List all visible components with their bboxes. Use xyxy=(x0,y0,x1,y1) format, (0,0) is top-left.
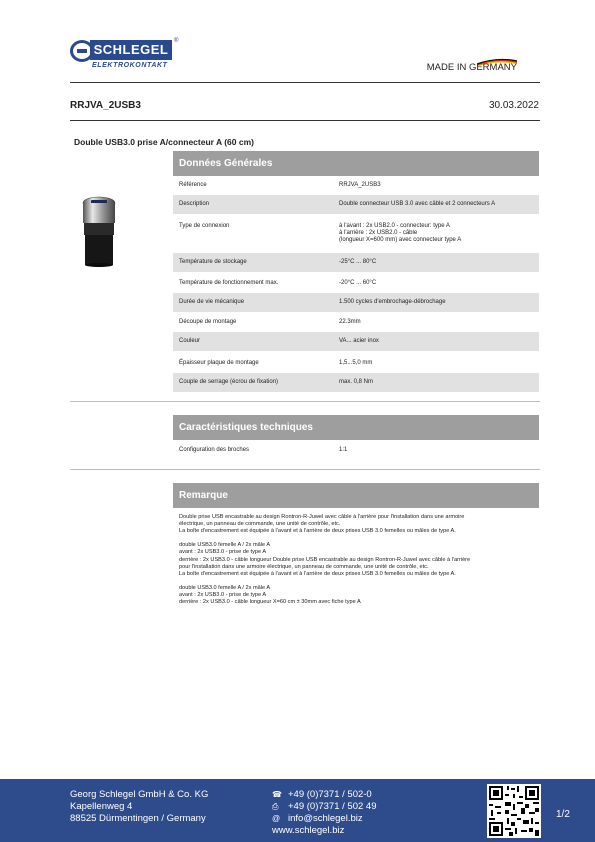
product-code: RRJVA_2USB3 xyxy=(70,100,141,111)
page-footer xyxy=(0,779,595,842)
row-value: 1.500 cycles d'embrochage-débrochage xyxy=(339,299,446,305)
fax-number: +49 (0)7371 / 502 49 xyxy=(288,801,377,812)
general-row-connection xyxy=(173,217,539,253)
general-row-plate-thickness xyxy=(173,354,539,373)
brand-tagline: ELEKTROKONTAKT xyxy=(92,62,168,69)
product-title: Double USB3.0 prise A/connecteur A (60 cm) xyxy=(74,137,254,147)
row-label: Couleur xyxy=(179,338,201,344)
general-row-reference xyxy=(173,176,539,195)
email-link[interactable]: info@schlegel.biz xyxy=(288,813,363,824)
section-separator xyxy=(70,401,540,402)
row-value: à l'avant : 2x USB2.0 - connecteur: type A à l'arrière : 2x USB2.0 - câble (longueur X=600 mm) avec connecteur type A xyxy=(339,223,462,243)
row-label: Couple de serrage (écrou de fixation) xyxy=(179,379,279,385)
row-value: -20°C ... 60°C xyxy=(339,280,377,286)
row-label: Configuration des broches xyxy=(179,447,250,453)
fax-icon: ⎙ xyxy=(272,802,279,811)
header-rule xyxy=(70,82,540,83)
product-photo xyxy=(82,195,116,267)
technical-row-pin-config xyxy=(173,441,539,460)
row-value: 22.3mm xyxy=(339,319,361,325)
section-technical-heading: Caractéristiques techniques xyxy=(173,415,539,440)
general-row-color xyxy=(173,332,539,351)
row-label: Température de fonctionnement max. xyxy=(179,280,279,286)
row-value: -25°C ... 80°C xyxy=(339,259,377,265)
row-label: Référence xyxy=(179,182,207,188)
document-date: 30.03.2022 xyxy=(488,100,539,111)
section-remark-heading: Remarque xyxy=(173,483,539,508)
qr-code[interactable] xyxy=(487,784,541,838)
general-row-storage-temp xyxy=(173,253,539,272)
general-row-lifetime xyxy=(173,293,539,312)
page-number: 1/2 xyxy=(556,809,570,820)
row-value: VA... acier inox xyxy=(339,338,379,344)
row-label: Durée de vie mécanique xyxy=(179,299,245,305)
phone-icon: ☎ xyxy=(272,790,282,799)
company-address xyxy=(70,789,208,825)
general-row-torque xyxy=(173,373,539,392)
row-label: Température de stockage xyxy=(179,259,247,265)
row-value: 1,5...5,0 mm xyxy=(339,360,373,366)
company-city: 88525 Dürmentingen / Germany xyxy=(70,813,206,824)
row-value: max. 0,8 Nm xyxy=(339,379,374,385)
general-row-cutout xyxy=(173,313,539,332)
company-street: Kapellenweg 4 xyxy=(70,801,133,812)
brand-logo xyxy=(70,38,190,72)
general-row-description xyxy=(173,195,539,214)
row-value: 1:1 xyxy=(339,447,348,453)
company-name: Georg Schlegel GmbH & Co. KG xyxy=(70,789,209,800)
row-label: Description xyxy=(179,201,210,207)
row-value: Double connecteur USB 3.0 avec câble et 2 connecteurs A xyxy=(339,201,496,207)
section-separator xyxy=(70,469,540,470)
row-label: Type de connexion xyxy=(179,223,230,229)
row-label: Épaisseur plaque de montage xyxy=(179,360,259,366)
remark-text: Double prise USB encastrable au design Rontron-R-Juwel avec câble à l'arrière pour l'installation dans une armoire électrique, un panneau de commande, une unité de contrôle, etc. La boîte d'encastrement est équipée à l'avant et à l'arrière de deux prises USB 3.0 femelles ou mâles de type A. double USB3.0 femelle A / 2x mâle A avant : 2x USB3.0 - prise de type A derrière : 2x USB3.0 - câble longueur Double prise USB encastrable au design Rontron-R-Juwel avec câble à l'arrière pour l'installation dans une armoire électrique, un panneau de commande, une unité de contrôle, etc. La boîte d'encastrement est équipée à l'avant et à l'arrière de deux prises USB 3.0 femelles ou mâles de type A. double USB3.0 femelle A / 2x mâle A avant : 2x USB3.0 - prise de type A derrière : 2x USB3.0 - câble longueur X=60 cm ± 30mm avec fiche type A xyxy=(179,514,471,606)
row-value: RRJVA_2USB3 xyxy=(339,182,381,188)
contact-block xyxy=(272,789,376,837)
brand-name: SCHLEGEL xyxy=(90,40,172,60)
row-label: Découpe de montage xyxy=(179,319,237,325)
code-rule xyxy=(70,120,540,121)
registered-mark: ® xyxy=(174,38,179,44)
general-row-operating-temp xyxy=(173,274,539,293)
email-icon: @ xyxy=(272,814,281,823)
phone-number[interactable]: +49 (0)7371 / 502-0 xyxy=(288,789,372,800)
made-in-label: MADE IN GERMANY xyxy=(426,62,517,73)
section-general-heading: Données Générales xyxy=(173,151,539,176)
website-link[interactable]: www.schlegel.biz xyxy=(272,825,345,836)
